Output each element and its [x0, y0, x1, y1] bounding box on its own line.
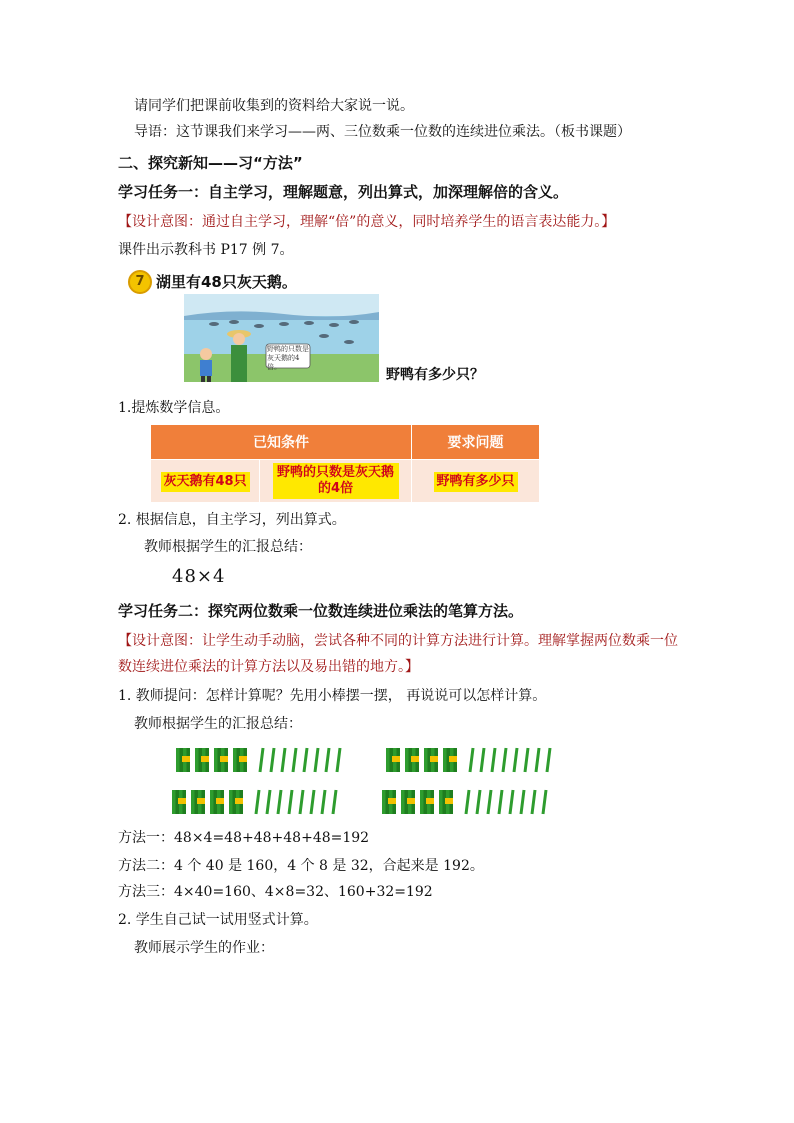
single-stick-icon: [543, 790, 546, 814]
single-stick-icon: [503, 748, 506, 772]
single-stick-icon: [267, 790, 270, 814]
single-stick-icon: [304, 748, 307, 772]
stick-bundle-icon: [424, 748, 438, 772]
single-stick-icon: [547, 748, 550, 772]
single-stick-icon: [532, 790, 535, 814]
single-stick-icon: [499, 790, 502, 814]
text-line: 请同学们把课前收集到的资料给大家说一说。: [134, 98, 414, 114]
single-stick-icon: [514, 748, 517, 772]
single-stick-icon: [256, 790, 259, 814]
stick-bundle-icon: [401, 790, 415, 814]
task1-heading: 学习任务一：自主学习，理解题意，列出算式，加深理解倍的含义。: [118, 183, 569, 201]
method-3: 方法三：4×40=160、4×8=32、160+32=192: [118, 884, 433, 900]
single-stick-icon: [293, 748, 296, 772]
single-stick-icon: [260, 748, 263, 772]
example-text: 湖里有48只灰天鹅。: [156, 273, 297, 291]
single-stick-icon: [477, 790, 480, 814]
single-stick-icon: [333, 790, 336, 814]
design-intent-1: 【设计意图：通过自主学习，理解“倍”的意义，同时培养学生的语言表达能力。】: [118, 214, 616, 230]
step1-line: 1.提炼数学信息。: [118, 400, 230, 416]
stick-bundle-icon: [195, 748, 209, 772]
ask-line-1: 1. 教师提问：怎样计算呢？先用小棒摆一摆， 再说说可以怎样计算。: [118, 688, 547, 704]
condition-tag: 灰天鹅有48只: [161, 472, 250, 492]
summary-line: 教师根据学生的汇报总结：: [144, 539, 312, 555]
stick-bundle-icon: [405, 748, 419, 772]
method-1: 方法一：48×4=48+48+48+48=192: [118, 830, 370, 846]
example-number-badge: 7: [128, 270, 152, 294]
single-stick-icon: [510, 790, 513, 814]
intro-line: 导语：这节课我们来学习——两、三位数乘一位数的连续进位乘法。（板书课题）: [134, 124, 631, 140]
stick-bundle-icon: [439, 790, 453, 814]
table-header-known: 已知条件: [151, 425, 412, 460]
show-line: 教师展示学生的作业：: [134, 940, 274, 956]
stick-bundle-icon: [229, 790, 243, 814]
single-stick-icon: [488, 790, 491, 814]
single-stick-icon: [311, 790, 314, 814]
stick-bundle-icon: [191, 790, 205, 814]
single-stick-icon: [322, 790, 325, 814]
single-stick-icon: [337, 748, 340, 772]
design-intent-2b: 数连续进位乘法的计算方法以及易出错的地方。】: [118, 659, 419, 675]
stick-bundle-icon: [176, 748, 190, 772]
single-stick-icon: [470, 748, 473, 772]
single-stick-icon: [315, 748, 318, 772]
condition-tag: 野鸭的只数是灰天鹅的4倍: [273, 463, 399, 499]
ask-line-2: 2. 学生自己试一试用竖式计算。: [118, 912, 318, 928]
single-stick-icon: [466, 790, 469, 814]
single-stick-icon: [492, 748, 495, 772]
single-stick-icon: [525, 748, 528, 772]
stick-bundle-icon: [382, 790, 396, 814]
stick-bundle-icon: [443, 748, 457, 772]
table-header-question: 要求问题: [412, 425, 540, 460]
single-stick-icon: [278, 790, 281, 814]
single-stick-icon: [271, 748, 274, 772]
summary-line: 教师根据学生的汇报总结：: [134, 716, 302, 732]
single-stick-icon: [300, 790, 303, 814]
stick-bundle-icon: [210, 790, 224, 814]
courseware-line: 课件出示教科书 P17 例 7。: [118, 242, 294, 258]
multiplication-formula: 48×4: [172, 566, 226, 587]
question-tag: 野鸭有多少只: [434, 472, 518, 492]
single-stick-icon: [481, 748, 484, 772]
single-stick-icon: [521, 790, 524, 814]
single-stick-icon: [289, 790, 292, 814]
single-stick-icon: [536, 748, 539, 772]
section-heading: 二、探究新知——习“方法”: [118, 154, 303, 172]
stick-bundle-icon: [172, 790, 186, 814]
stick-bundle-icon: [420, 790, 434, 814]
stick-bundle-icon: [386, 748, 400, 772]
task2-heading: 学习任务二：探究两位数乘一位数连续进位乘法的笔算方法。: [118, 602, 524, 620]
single-stick-icon: [282, 748, 285, 772]
stick-bundle-icon: [233, 748, 247, 772]
stick-bundle-icon: [214, 748, 228, 772]
design-intent-2a: 【设计意图：让学生动手动脑，尝试各种不同的计算方法进行计算。理解掌握两位数乘一位: [118, 633, 678, 649]
method-2: 方法二：4 个 40 是 160，4 个 8 是 32，合起来是 192。: [118, 858, 484, 874]
example-question: 野鸭有多少只？: [386, 367, 484, 383]
speech-bubble-text: 野鸭的只数是灰天鹅的4倍。: [267, 345, 309, 371]
single-stick-icon: [326, 748, 329, 772]
step2-line: 2. 根据信息，自主学习，列出算式。: [118, 512, 346, 528]
